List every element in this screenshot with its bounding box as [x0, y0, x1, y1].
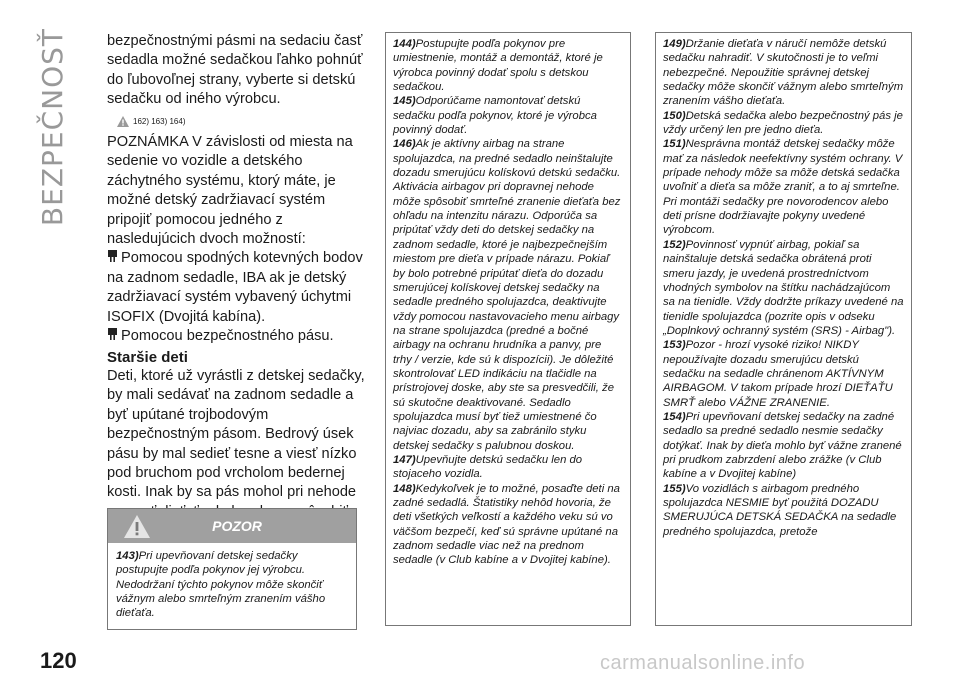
- section-tab: BEZPEČNOSŤ: [36, 28, 69, 227]
- main-text-column: [107, 32, 365, 542]
- item-number: 148): [393, 482, 416, 495]
- item-number: 154): [663, 410, 686, 423]
- warning-triangle-icon: [124, 515, 150, 538]
- warning-item: [393, 137, 623, 453]
- item-number: 145): [393, 95, 416, 108]
- section-heading: Staršie deti: [107, 348, 188, 366]
- item-number: 152): [663, 238, 686, 251]
- item-text: Pri upevňovaní detskej sedačky na zadné sedadlo sa predné sedadlo nesmie sedačky dotýkať. Inak by dieťa mohlo byť vážne zranené pri prudkom zabrzdení alebo zrážke (v Club kabíne a v Dvojitej kabíne): [663, 410, 902, 481]
- warning-item: [663, 338, 904, 410]
- item-text: Vo vozidlách s airbagom predného spolujazdca NESMIE byť použitá DOZADU SMERUJÚCA DETSKÁ SEDAČKA na sedadle predného spolujazdca, pretože: [663, 482, 897, 538]
- item-number: 146): [393, 138, 416, 151]
- warning-item: [663, 37, 904, 109]
- item-number: 144): [393, 38, 416, 50]
- page-number: 120: [40, 648, 77, 673]
- warning-item: [393, 482, 623, 568]
- warning-item: [393, 453, 623, 482]
- reference-numbers: 162) 163) 164): [133, 116, 186, 126]
- intro-paragraph: bezpečnostnými pásmi na sedaciu časť sedadla možné sedačkou ľahko pohnúť do ľubovoľnej strany, vyberte si detskú sedačku od iného výrobcu.: [107, 33, 363, 108]
- warning-item: [393, 37, 623, 94]
- item-text: Držanie dieťaťa v náručí nemôže detskú sedačku nahradiť. V skutočnosti je to veľmi nebezpečné. Nepoužitie správnej detskej sedačky môže skončiť vážnym alebo smrteľným zranením vášho dieťaťa.: [663, 38, 904, 108]
- bullet-seatbelt-text: Pomocou bezpečnostného pásu.: [121, 328, 334, 345]
- bullet-isofix: [107, 249, 365, 327]
- warning-title: POZOR: [212, 518, 262, 534]
- older-children-paragraph: Deti, ktoré už vyrástli z detskej sedačky, by mali sedávať na zadnom sedadle a byť upútané trojbodovým bezpečnostným pásom. Bedrový úsek pásu by mal sedieť tesne a viesť nízko pod bruchom pod vrcholom bedernej kosti. Inak by sa pás mohol pri nehode: [107, 367, 365, 501]
- item-number: 150): [663, 109, 686, 122]
- item-text: Postupujte podľa pokynov pre umiestnenie, montáž a demontáž, ktoré je výrobca povinný dodať spolu s detskou sedačkou.: [393, 38, 603, 94]
- item-text: Ak je aktívny airbag na strane spolujazdca, na predné sedadlo neinštalujte dozadu smerujúcu kolískovú detskú sedačku. Aktivácia airbagov pri dopravnej nehode môže spôsobiť smrteľné zranenie dieťaťa bez ohľadu na intenzitu nárazu. Odporúča sa pripútať vždy deti do detskej sedačky na zadnom sedadle, ktoré je najbezpečnejším miestom pre dieťa v prípade nárazu. Pokiaľ by bolo potrebné pripútať dieťa do dozadu smerujúcej kolískovej detskej sedačky na sedadle predného spolujazdca, deaktivujte vždy pomocou nastavovacieho menu airbagy na strane spolujazdca (predné a bočné airbagy na ochranu hrudníka a panvy, pre trhy / verzie, kde sú k dispozícii). Je dôležité skontrolovať LED indikáciu na tlačidle na prístrojovej doske, aby ste sa presvedčili, že sú skutočne deaktivované. Sedadlo spolujazdca musí byť tiež umiestnené čo najviac dozadu, aby sa zabránilo styku detskej sedačky s palubnou doskou.: [393, 138, 621, 452]
- item-number: 149): [663, 38, 686, 50]
- warning-header: [108, 509, 356, 543]
- warning-item: [116, 549, 348, 620]
- bullet-isofix-text: Pomocou spodných kotevných bodov na zadnom sedadle, IBA ak je detský zadržiavací systém vybavený úchytmi ISOFIX (Dvojitá kabína).: [107, 250, 363, 325]
- item-number: 153): [663, 339, 686, 352]
- warning-icon: [117, 116, 129, 127]
- item-number: 155): [663, 482, 686, 495]
- item-text: Pozor - hrozí vysoké riziko! NIKDY nepoužívajte dozadu smerujúcu detskú sedačku na sedadle chránenom AKTÍVNYM AIRBAGOM. V takom prípade hrozí DIEŤAŤU SMRŤ alebo VÁŽNE ZRANENIE.: [663, 339, 893, 409]
- warning-item: [393, 94, 623, 137]
- bullet-icon: [107, 327, 121, 346]
- item-text: Detská sedačka alebo bezpečnostný pás je vždy určený len pre jedno dieťa.: [663, 109, 903, 137]
- warning-item: [663, 137, 904, 237]
- item-number: 147): [393, 453, 416, 466]
- item-text: Odporúčame namontovať detskú sedačku podľa pokynov, ktoré je výrobca povinný dodať.: [393, 95, 597, 137]
- item-number: 151): [663, 138, 686, 151]
- warning-item: [663, 482, 904, 539]
- warning-item: [663, 238, 904, 338]
- item-number: 143): [116, 550, 139, 562]
- warning-references: [117, 112, 365, 131]
- item-text: Povinnosť vypnúť airbag, pokiaľ sa nainštaluje detská sedačka obrátená proti smeru jazdy, je uvedená prostredníctvom vhodných symbolov na štítku nachádzajúcom sa na tienidle. Vždy dodržte príkazy uvedené na tienidle spolujazdca (pozrite opis v odseku „Doplnkový ochranný systém (SRS) - Airbag").: [663, 238, 904, 337]
- watermark: carmanualsonline.info: [600, 652, 806, 674]
- warning-item: [663, 109, 904, 138]
- warning-box: [107, 508, 357, 630]
- note-paragraph: POZNÁMKA V závislosti od miesta na sedenie vo vozidle a detského záchytného systému, ktorý máte, je možné detský zadržiavací systém pripojiť pomocou jedného z nasledujúcich dvoch možností:: [107, 134, 353, 248]
- bullet-icon: [107, 249, 121, 268]
- item-text: Pri upevňovaní detskej sedačky postupujte podľa pokynov jej výrobcu. Nedodržaní týchto pokynov môže skončiť vážnym alebo smrteľným zranením vášho dieťaťa.: [116, 550, 326, 620]
- bullet-seatbelt: [107, 327, 365, 346]
- item-text: Kedykoľvek je to možné, posaďte deti na zadné sedadlá. Štatistiky nehôd hovoria, že deti všetkých veľkostí a každého veku sú vo väčšom bezpečí, keď sú správne upútané na zadnom sedadle viac než na prednom sedadle (v Club kabíne a v Dvojitej kabíne).: [393, 482, 620, 567]
- item-text: Upevňujte detskú sedačku len do stojaceho vozidla.: [393, 453, 583, 481]
- warning-continuation-box-2: [655, 32, 912, 626]
- warning-continuation-box-1: [385, 32, 631, 626]
- warning-body: [108, 543, 356, 626]
- item-text: Nesprávna montáž detskej sedačky môže mať za následok neefektívny systém ochrany. V prípade nehody môže sa môže detská sedačka uvoľniť a dieťa sa môže zraniť, a to aj smrteľne. Pri montáži sedačky pre novorodencov alebo deti prísne dodržiavajte pokyny uvedené výrobcom.: [663, 138, 903, 237]
- warning-item: [663, 410, 904, 482]
